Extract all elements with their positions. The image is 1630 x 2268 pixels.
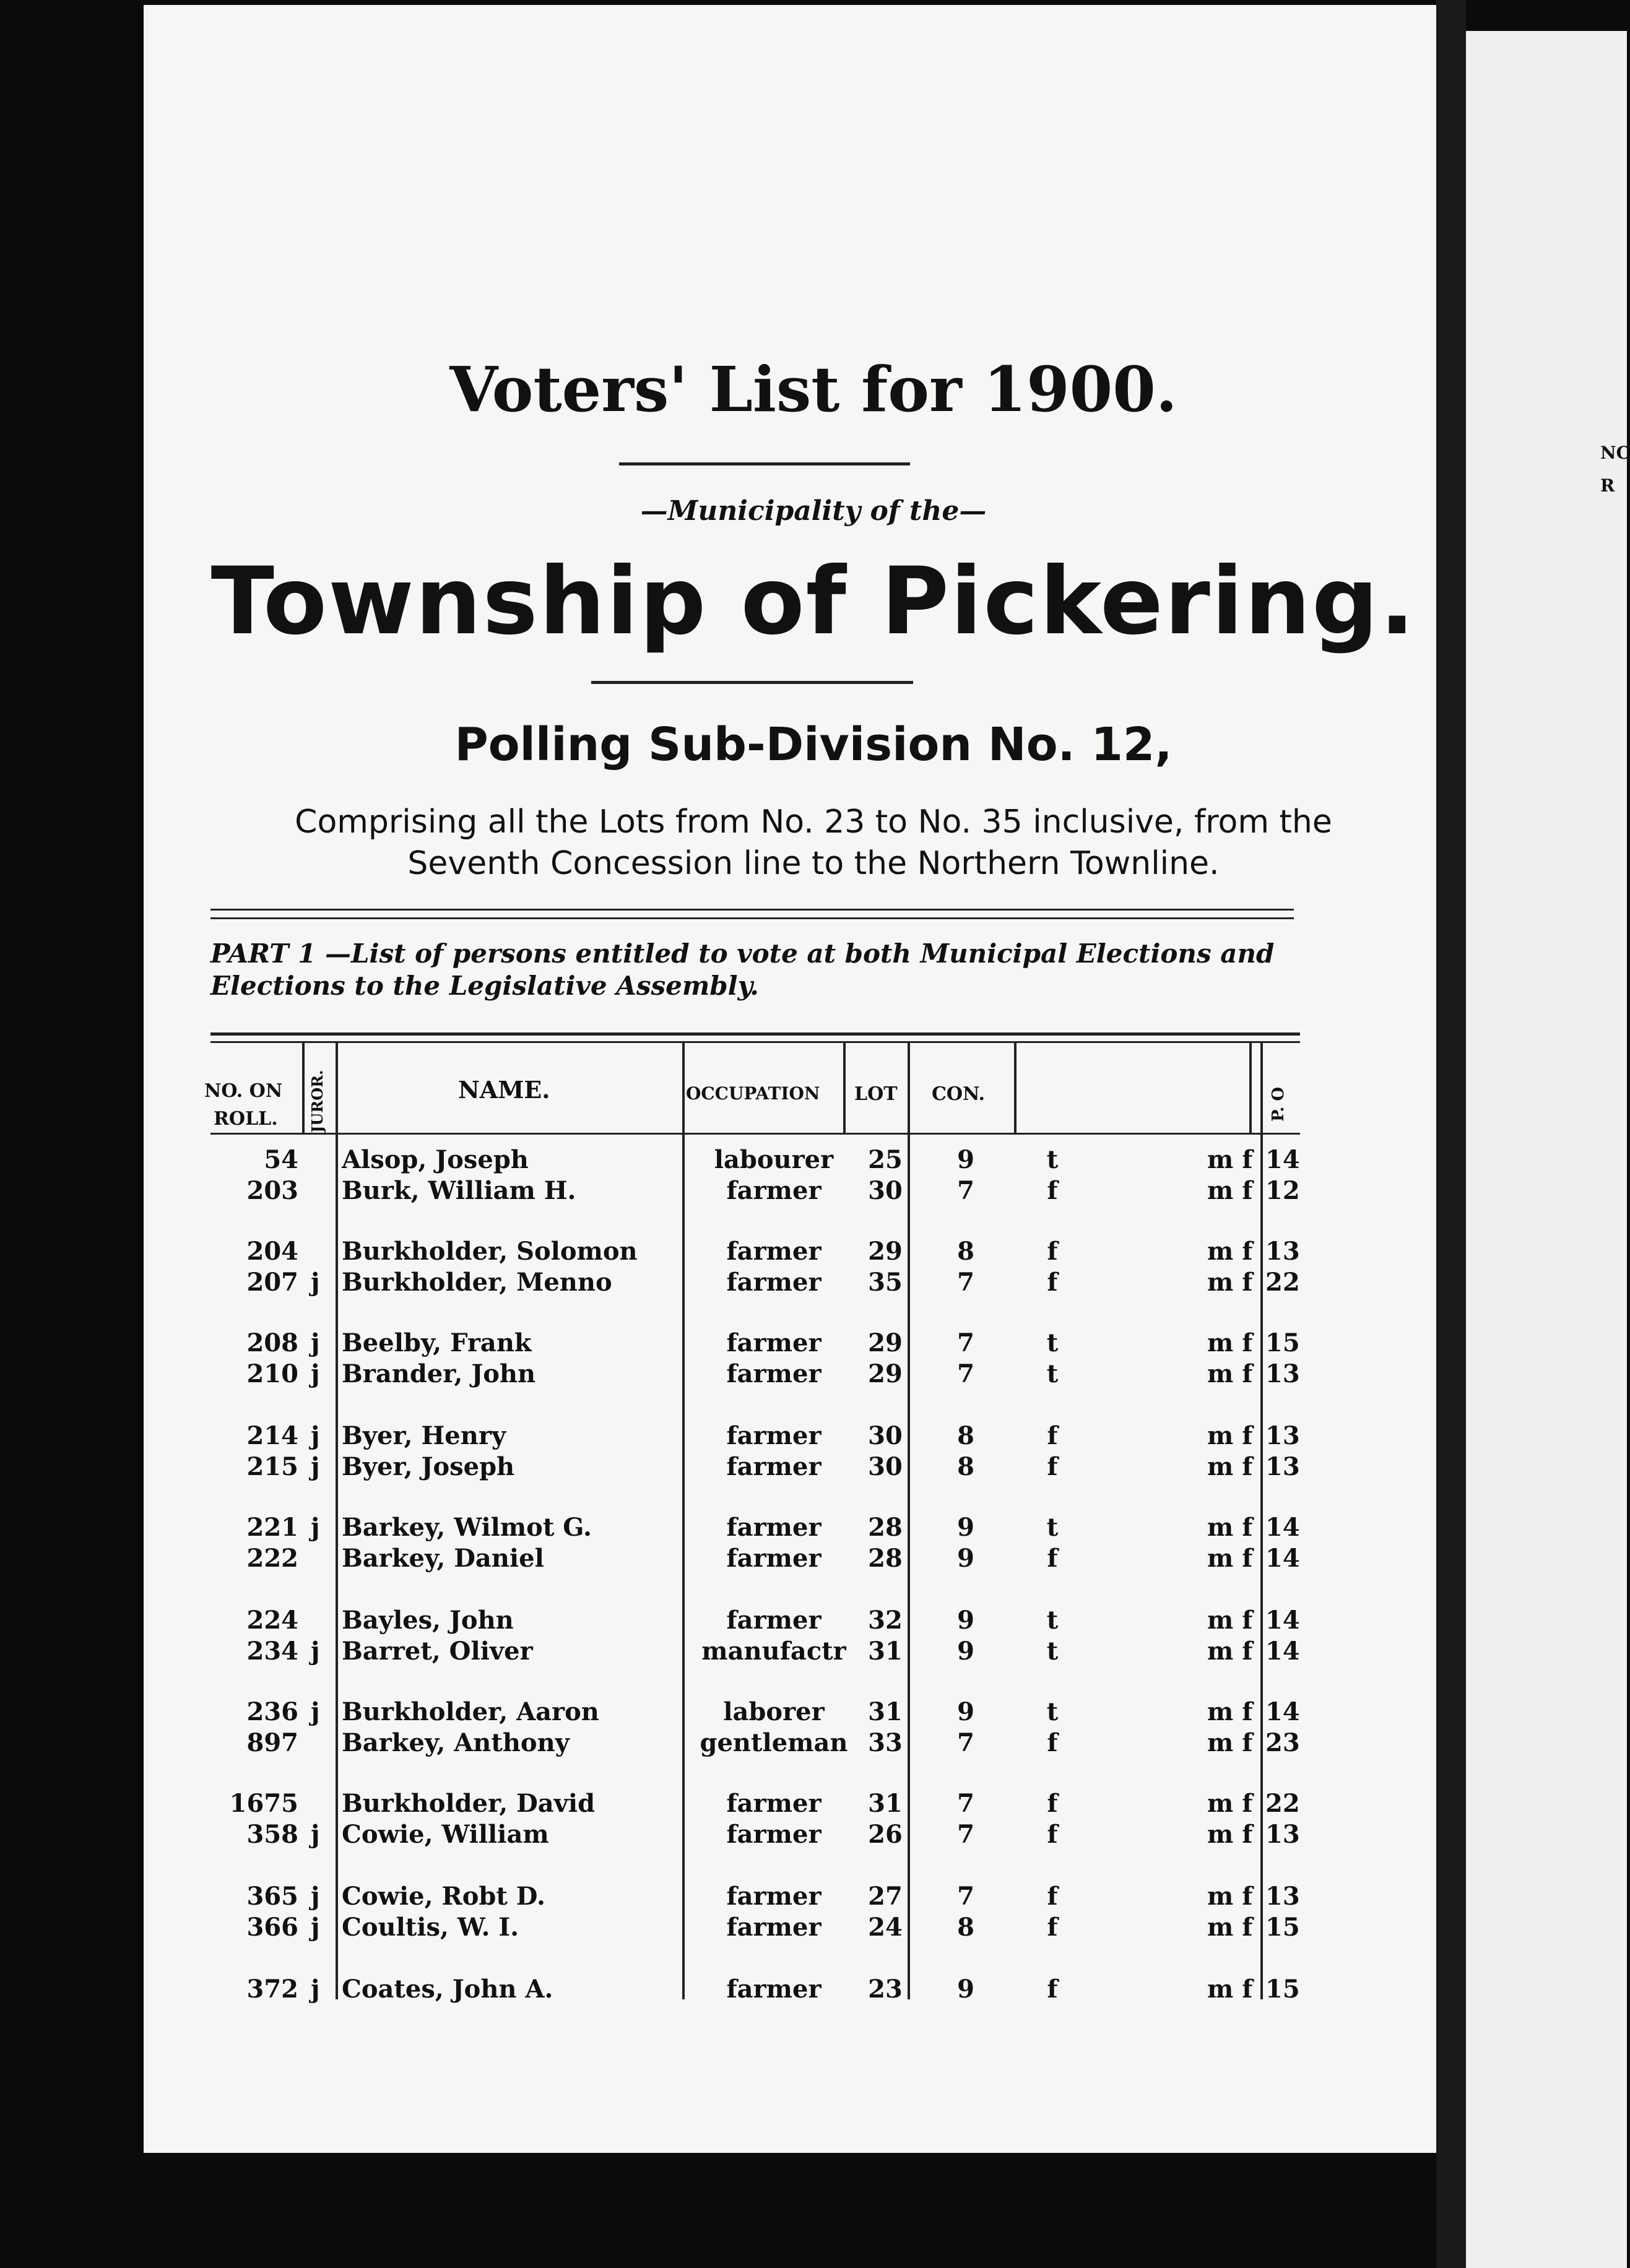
concession-number: 9 — [957, 1606, 974, 1635]
occupation: farmer — [726, 1544, 822, 1573]
post-office-number: 14 — [1265, 1637, 1300, 1666]
table-row — [0, 1359, 1627, 1392]
roll-number: 358 — [246, 1820, 298, 1849]
juror-mark: j — [311, 1328, 320, 1357]
roll-number: 224 — [246, 1606, 298, 1635]
voter-name: Byer, Joseph — [342, 1452, 515, 1481]
adjacent-page-text-2: R — [1600, 475, 1615, 496]
voter-name: Burkholder, Menno — [342, 1268, 612, 1297]
qualification: f — [1047, 1913, 1058, 1942]
table-row — [0, 1606, 1627, 1638]
lot-number: 29 — [868, 1237, 903, 1266]
table-row — [0, 1913, 1627, 1945]
col-header-juror: JUROR. — [308, 1070, 326, 1133]
description-line-1: Comprising all the Lots from No. 23 to No. 35 inclusive, from the — [295, 803, 1332, 841]
col-header-po: P. O — [1269, 1087, 1288, 1122]
voter-name: Brander, John — [342, 1359, 536, 1388]
concession-number: 9 — [957, 1544, 974, 1573]
concession-number: 8 — [957, 1913, 974, 1942]
concession-number: 7 — [957, 1820, 974, 1849]
concession-number: 7 — [957, 1328, 974, 1357]
table-row — [0, 1697, 1627, 1729]
voter-name: Barkey, Daniel — [342, 1544, 544, 1573]
list-title: Voters' List for 1900. — [449, 353, 1177, 426]
roll-number: 366 — [246, 1913, 298, 1942]
lot-number: 29 — [868, 1328, 903, 1357]
municipal-franchise: m f — [1207, 1637, 1253, 1666]
occupation: farmer — [726, 1913, 822, 1942]
concession-number: 7 — [957, 1359, 974, 1388]
occupation: manufactr — [701, 1637, 846, 1666]
lot-number: 32 — [868, 1606, 903, 1635]
voter-name: Cowie, Robt D. — [342, 1882, 545, 1911]
occupation: farmer — [726, 1421, 822, 1450]
concession-number: 9 — [957, 1637, 974, 1666]
post-office-number: 14 — [1265, 1606, 1300, 1635]
juror-mark: j — [311, 1452, 320, 1481]
concession-number: 9 — [957, 1697, 974, 1726]
municipal-franchise: m f — [1207, 1544, 1253, 1573]
adjacent-page-text-1: NC — [1600, 443, 1630, 463]
lot-number: 35 — [868, 1268, 903, 1297]
voter-name: Barret, Oliver — [342, 1637, 533, 1666]
qualification: f — [1047, 1176, 1058, 1205]
occupation: labourer — [714, 1145, 834, 1174]
municipal-franchise: m f — [1207, 1268, 1253, 1297]
voter-name: Burkholder, David — [342, 1789, 596, 1818]
roll-number: 221 — [246, 1513, 298, 1542]
description-line-2: Seventh Concession line to the Northern Townline. — [407, 845, 1220, 882]
lot-number: 23 — [868, 1975, 903, 2004]
post-office-number: 12 — [1265, 1176, 1300, 1205]
lot-number: 28 — [868, 1513, 903, 1542]
qualification: t — [1046, 1606, 1059, 1635]
voter-name: Barkey, Anthony — [342, 1728, 570, 1757]
juror-mark: j — [311, 1421, 320, 1450]
voter-name: Coultis, W. I. — [342, 1913, 519, 1942]
roll-number: 54 — [264, 1145, 298, 1174]
voter-name: Barkey, Wilmot G. — [342, 1513, 592, 1542]
municipality-label: —Municipality of the— — [640, 495, 987, 527]
col-header-con: CON. — [932, 1083, 985, 1105]
municipal-franchise: m f — [1207, 1728, 1253, 1757]
municipal-franchise: m f — [1207, 1328, 1253, 1357]
lot-number: 33 — [868, 1728, 903, 1757]
qualification: t — [1046, 1359, 1059, 1388]
municipal-franchise: m f — [1207, 1145, 1253, 1174]
post-office-number: 22 — [1265, 1268, 1300, 1297]
qualification: f — [1047, 1237, 1058, 1266]
table-row — [0, 1789, 1627, 1821]
concession-number: 8 — [957, 1452, 974, 1481]
concession-number: 7 — [957, 1882, 974, 1911]
table-row — [0, 1513, 1627, 1545]
qualification: t — [1046, 1145, 1059, 1174]
lot-number: 28 — [868, 1544, 903, 1573]
concession-number: 9 — [957, 1145, 974, 1174]
table-row — [0, 1237, 1627, 1269]
occupation: farmer — [726, 1268, 822, 1297]
municipal-franchise: m f — [1207, 1513, 1253, 1542]
qualification: f — [1047, 1820, 1058, 1849]
qualification: f — [1047, 1452, 1058, 1481]
lot-number: 24 — [868, 1913, 903, 1942]
roll-number: 222 — [246, 1544, 298, 1573]
post-office-number: 13 — [1265, 1882, 1300, 1911]
roll-number: 372 — [246, 1975, 298, 2004]
post-office-number: 13 — [1265, 1359, 1300, 1388]
voter-name: Beelby, Frank — [342, 1328, 532, 1357]
qualification: f — [1047, 1882, 1058, 1911]
occupation: farmer — [726, 1513, 822, 1542]
table-top-rule — [210, 1032, 1300, 1036]
table-top-rule — [210, 1041, 1300, 1043]
lot-number: 30 — [868, 1421, 903, 1450]
roll-number: 208 — [246, 1328, 298, 1357]
occupation: farmer — [726, 1820, 822, 1849]
post-office-number: 22 — [1265, 1789, 1300, 1818]
voter-name: Bayles, John — [342, 1606, 514, 1635]
roll-number: 207 — [246, 1268, 298, 1297]
concession-number: 7 — [957, 1176, 974, 1205]
voter-name: Cowie, William — [342, 1820, 549, 1849]
roll-number: 210 — [246, 1359, 298, 1388]
occupation: farmer — [726, 1975, 822, 2004]
table-row — [0, 1820, 1627, 1852]
qualification: t — [1046, 1328, 1059, 1357]
roll-number: 215 — [246, 1452, 298, 1481]
roll-number: 365 — [246, 1882, 298, 1911]
table-row — [0, 1975, 1627, 2007]
col-header-lot: LOT — [854, 1083, 898, 1105]
qualification: t — [1046, 1697, 1059, 1726]
juror-mark: j — [311, 1637, 320, 1666]
col-header-occupation: OCCUPATION — [686, 1083, 820, 1104]
qualification: f — [1047, 1975, 1058, 2004]
post-office-number: 13 — [1265, 1237, 1300, 1266]
post-office-number: 13 — [1265, 1421, 1300, 1450]
table-row — [0, 1882, 1627, 1914]
roll-number: 214 — [246, 1421, 298, 1450]
municipal-franchise: m f — [1207, 1882, 1253, 1911]
municipal-franchise: m f — [1207, 1789, 1253, 1818]
roll-number: 236 — [246, 1697, 298, 1726]
column-rule — [1249, 1043, 1252, 1133]
lot-number: 30 — [868, 1452, 903, 1481]
occupation: farmer — [726, 1606, 822, 1635]
post-office-number: 14 — [1265, 1145, 1300, 1174]
post-office-number: 13 — [1265, 1820, 1300, 1849]
lot-number: 31 — [868, 1789, 903, 1818]
lot-number: 30 — [868, 1176, 903, 1205]
concession-number: 7 — [957, 1268, 974, 1297]
qualification: t — [1046, 1637, 1059, 1666]
table-row — [0, 1268, 1627, 1300]
lot-number: 25 — [868, 1145, 903, 1174]
municipal-franchise: m f — [1207, 1913, 1253, 1942]
divider — [619, 462, 910, 465]
voter-name: Coates, John A. — [342, 1975, 553, 2004]
table-row — [0, 1145, 1627, 1177]
municipal-franchise: m f — [1207, 1975, 1253, 2004]
juror-mark: j — [311, 1882, 320, 1911]
part-description: PART 1 —List of persons entitled to vote at both Municipal Elections and Elections to the Legislative Assembly. — [210, 938, 1275, 1001]
roll-number: 1675 — [229, 1789, 298, 1818]
post-office-number: 15 — [1265, 1328, 1300, 1357]
juror-mark: j — [311, 1913, 320, 1942]
table-row — [0, 1452, 1627, 1484]
post-office-number: 13 — [1265, 1452, 1300, 1481]
voter-name: Byer, Henry — [342, 1421, 506, 1450]
col-header-roll: ROLL. — [214, 1108, 278, 1130]
divider — [210, 909, 1294, 911]
table-row — [0, 1728, 1627, 1760]
column-rule — [843, 1043, 846, 1133]
township-heading: Township of Pickering. — [210, 548, 1416, 656]
post-office-number: 15 — [1265, 1975, 1300, 2004]
roll-number: 897 — [246, 1728, 298, 1757]
table-row — [0, 1176, 1627, 1208]
voter-name: Burk, William H. — [342, 1176, 576, 1205]
juror-mark: j — [311, 1975, 320, 2004]
occupation: farmer — [726, 1176, 822, 1205]
table-row — [0, 1328, 1627, 1361]
qualification: f — [1047, 1544, 1058, 1573]
roll-number: 203 — [246, 1176, 298, 1205]
post-office-number: 14 — [1265, 1544, 1300, 1573]
municipal-franchise: m f — [1207, 1176, 1253, 1205]
juror-mark: j — [311, 1820, 320, 1849]
occupation: gentleman — [700, 1728, 848, 1757]
voter-name: Alsop, Joseph — [342, 1145, 529, 1174]
lot-number: 31 — [868, 1637, 903, 1666]
voter-name: Burkholder, Aaron — [342, 1697, 599, 1726]
juror-mark: j — [311, 1359, 320, 1388]
qualification: f — [1047, 1421, 1058, 1450]
post-office-number: 23 — [1265, 1728, 1300, 1757]
qualification: f — [1047, 1268, 1058, 1297]
concession-number: 8 — [957, 1421, 974, 1450]
qualification: f — [1047, 1789, 1058, 1818]
municipal-franchise: m f — [1207, 1237, 1253, 1266]
juror-mark: j — [311, 1513, 320, 1542]
voter-name: Burkholder, Solomon — [342, 1237, 638, 1266]
divider — [210, 917, 1294, 919]
juror-mark: j — [311, 1268, 320, 1297]
table-row — [0, 1637, 1627, 1669]
lot-number: 31 — [868, 1697, 903, 1726]
municipal-franchise: m f — [1207, 1421, 1253, 1450]
table-row — [0, 1421, 1627, 1453]
occupation: farmer — [726, 1789, 822, 1818]
concession-number: 7 — [957, 1728, 974, 1757]
occupation: farmer — [726, 1882, 822, 1911]
municipal-franchise: m f — [1207, 1606, 1253, 1635]
occupation: laborer — [723, 1697, 825, 1726]
concession-number: 8 — [957, 1237, 974, 1266]
table-header-rule — [210, 1133, 1300, 1135]
concession-number: 9 — [957, 1513, 974, 1542]
lot-number: 27 — [868, 1882, 903, 1911]
municipal-franchise: m f — [1207, 1452, 1253, 1481]
col-header-name: NAME. — [458, 1076, 550, 1104]
occupation: farmer — [726, 1237, 822, 1266]
juror-mark: j — [311, 1697, 320, 1726]
qualification: f — [1047, 1728, 1058, 1757]
qualification: t — [1046, 1513, 1059, 1542]
occupation: farmer — [726, 1328, 822, 1357]
roll-number: 204 — [246, 1237, 298, 1266]
municipal-franchise: m f — [1207, 1359, 1253, 1388]
municipal-franchise: m f — [1207, 1697, 1253, 1726]
col-header-no: NO. ON — [204, 1080, 283, 1102]
occupation: farmer — [726, 1359, 822, 1388]
roll-number: 234 — [246, 1637, 298, 1666]
table-row — [0, 1544, 1627, 1576]
post-office-number: 14 — [1265, 1697, 1300, 1726]
municipal-franchise: m f — [1207, 1820, 1253, 1849]
concession-number: 7 — [957, 1789, 974, 1818]
divider — [591, 681, 913, 684]
lot-number: 29 — [868, 1359, 903, 1388]
subdivision-heading: Polling Sub-Division No. 12, — [454, 718, 1173, 771]
post-office-number: 14 — [1265, 1513, 1300, 1542]
column-rule — [1014, 1043, 1017, 1133]
lot-number: 26 — [868, 1820, 903, 1849]
column-rule — [302, 1043, 305, 1133]
concession-number: 9 — [957, 1975, 974, 2004]
post-office-number: 15 — [1265, 1913, 1300, 1942]
occupation: farmer — [726, 1452, 822, 1481]
